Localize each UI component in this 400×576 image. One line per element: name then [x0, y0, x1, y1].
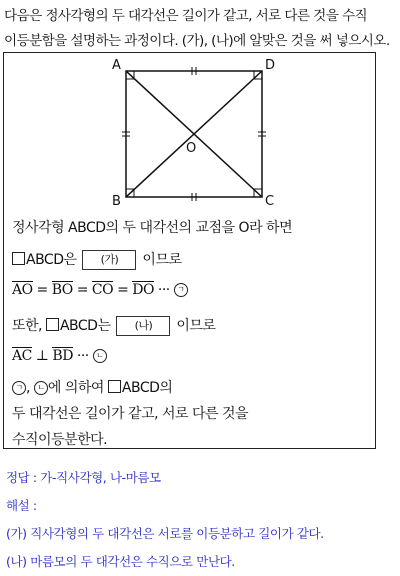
text-abcd-eun: ABCD은: [26, 252, 77, 268]
text-abcd-ui: ABCD의: [121, 380, 173, 396]
segment-ac: AC: [12, 348, 32, 364]
proof-box: [3, 52, 376, 449]
square-symbol: [12, 252, 25, 265]
perp-symbol: ⊥: [35, 348, 49, 364]
answer-line: 정답 : 가-직사각형, 나-마름모: [6, 470, 161, 485]
proof-line-5: [12, 347, 107, 364]
explanation-na: (나) 마름모의 두 대각선은 수직으로 만난다.: [6, 554, 235, 569]
text-abcd-neun: ABCD는: [59, 318, 111, 334]
text-imeuro-1: 이므로: [142, 252, 182, 268]
segment-bo: BO: [51, 282, 73, 298]
question-line-1: 다음은 정사각형의 두 대각선은 길이가 같고, 서로 다른 것을 수직: [4, 8, 368, 24]
segment-ao: AO: [12, 282, 33, 298]
proof-line-4: [12, 315, 215, 336]
proof-line-2: [12, 249, 182, 270]
eq-3: =: [117, 282, 129, 298]
proof-line-3: [12, 281, 188, 298]
proof-line-7: 두 대각선은 길이가 같고, 서로 다른 것을: [12, 406, 249, 422]
label-c: C: [265, 194, 275, 207]
square-diagram: [112, 57, 276, 207]
text-imeuro-2: 이므로: [176, 318, 216, 334]
text-uihayeo: 에 의하여: [47, 380, 104, 396]
explanation-ga: (가) 직사각형의 두 대각선은 서로를 이등분하고 길이가 같다.: [6, 526, 324, 541]
mark-giyeok: ㄱ: [174, 283, 188, 297]
segment-do: DO: [132, 282, 154, 298]
dots-1: ···: [157, 282, 170, 298]
text-ttohan: 또한,: [12, 318, 42, 334]
label-a: A: [112, 58, 121, 73]
label-d: D: [265, 58, 276, 73]
blank-na: (나): [116, 316, 170, 336]
eq-2: =: [76, 282, 88, 298]
dots-2: ···: [76, 348, 89, 364]
proof-line-8: 수직이등분한다.: [12, 432, 108, 448]
proof-line-6: ㄱ , ㄴ 에 의하여 ABCD의: [12, 377, 172, 397]
question-line-2: 이등분함을 설명하는 과정이다. (가), (나)에 알맞은 것을 써 넣으시오.: [4, 33, 390, 49]
mark-giyeok-ref: ㄱ: [12, 381, 26, 395]
segment-bd: BD: [52, 348, 73, 364]
explanation-heading: 해설 :: [6, 498, 37, 513]
proof-line-1: 정사각형 ABCD의 두 대각선의 교점을 O라 하면: [12, 220, 293, 236]
mark-nieun: ㄴ: [93, 349, 107, 363]
square-symbol-2: [46, 318, 59, 331]
label-o: O: [186, 141, 197, 156]
square-symbol-3: [108, 380, 121, 393]
label-b: B: [112, 194, 121, 207]
eq-1: =: [36, 282, 48, 298]
mark-nieun-ref: ㄴ: [34, 381, 48, 395]
question-text: [4, 4, 398, 54]
segment-co: CO: [91, 282, 114, 298]
blank-ga: (가): [82, 250, 136, 270]
